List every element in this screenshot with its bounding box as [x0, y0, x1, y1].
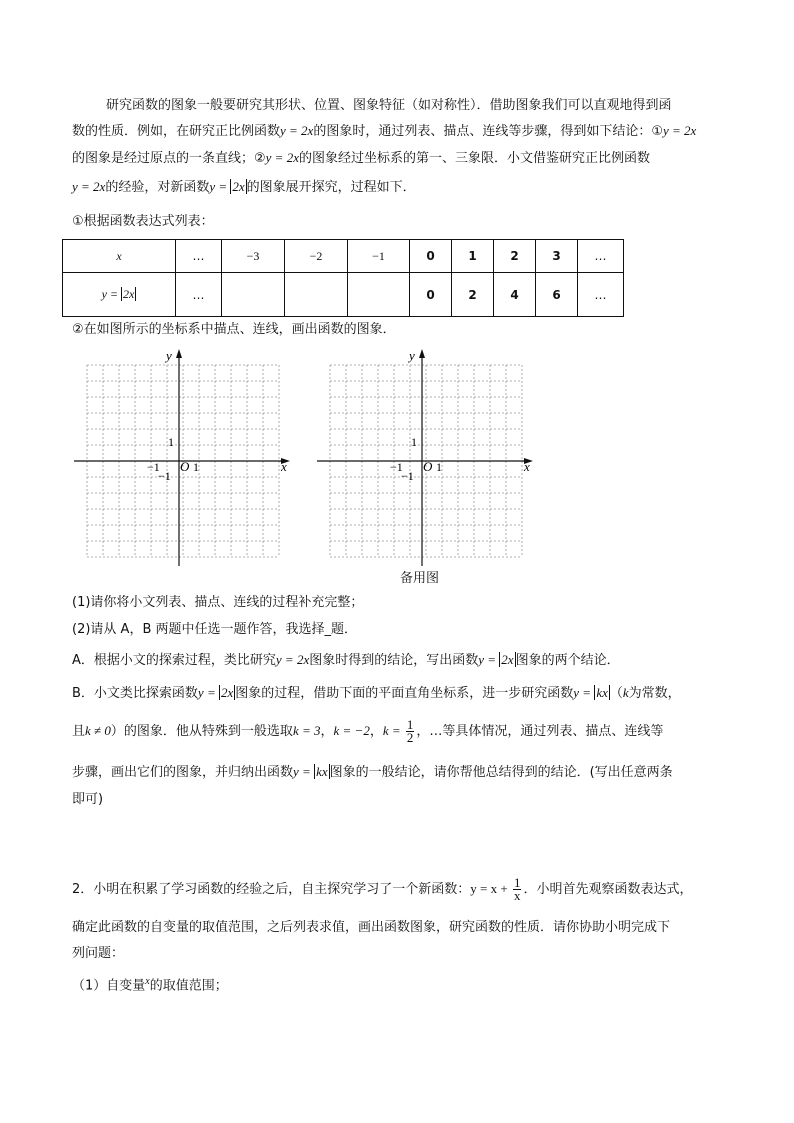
table-cell: … — [176, 240, 222, 273]
tick-label-x-neg1: −1 — [390, 460, 403, 474]
abs-2x: 2x — [232, 179, 245, 194]
tick-label-x-neg1: −1 — [147, 460, 160, 474]
x-axis-label: x — [524, 459, 530, 474]
fraction-one-over-x: $\frac{1}{x}$ — [513, 875, 521, 903]
option-b-line-1: B．小文类比探索函数y = 2x 图象的过程，借助下面的平面直角坐标系，进一步研究函数y = kx （k为常数， — [72, 685, 681, 701]
table-cell: −3 — [222, 240, 285, 273]
tick-label-y-neg1: −1 — [401, 469, 414, 483]
intro-line-2: 数的性质．例如，在研究正比例函数y = 2x的图象时，通过列表、描点、连线等步骤，得到如下结论：①y = 2x — [72, 123, 697, 139]
tick-label-x-1: 1 — [436, 460, 442, 474]
problem-2-line-2: 确定此函数的自变量的取值范围，之后列表求值，画出函数图象，研究函数的性质．请你协助小明完成下 — [72, 920, 671, 935]
table-cell: −1 — [348, 240, 410, 273]
table-cell: 0 — [410, 273, 452, 317]
eq-y-2x: y = 2x — [265, 150, 299, 165]
option-b-line-4: 即可) — [72, 792, 104, 807]
intro-line-3: 的图象是经过原点的一条直线；②y = 2x的图象经过坐标系的第一、三象限．小文借鉴研究正比例函数 — [72, 150, 650, 166]
table-row — [63, 273, 624, 317]
intro-line-1: 研究函数的图象一般要研究其形状、位置、图象特征（如对称性）．借助图象我们可以直观地得到函 — [106, 98, 672, 113]
backup-caption: 备用图 — [400, 571, 440, 586]
eq-y-eq: y = — [209, 179, 231, 194]
table-cell-blank[interactable] — [285, 273, 348, 317]
fraction-one-half: $\frac{1}{2}$ — [406, 717, 414, 745]
table-cell: 6 — [536, 273, 578, 317]
table-cell-blank[interactable] — [348, 273, 410, 317]
option-a: A．根据小文的探索过程，类比研究y = 2x图象时得到的结论，写出函数y = 2x 图象的两个结论． — [72, 652, 620, 668]
origin-label: O — [180, 459, 190, 474]
table-cell: −2 — [285, 240, 348, 273]
value-table — [62, 239, 624, 317]
table-cell-blank[interactable] — [222, 273, 285, 317]
y-axis-arrow-icon — [419, 349, 425, 358]
eq-y-2x: y = 2x — [662, 123, 697, 138]
y-axis-label: y — [166, 348, 172, 363]
option-b-line-3: 步骤，画出它们的图象，并归纳出函数y = kx 图象的一般结论，请你帮他总结得到的结论．(写出任意两条 — [72, 764, 673, 780]
table-cell: 0 — [410, 240, 452, 273]
question-2: (2)请从 A，B 两题中任选一题作答，我选择_题． — [72, 622, 357, 637]
table-cell: 4 — [494, 273, 536, 317]
table-cell: … — [578, 240, 624, 273]
table-cell: 1 — [452, 240, 494, 273]
problem-2-question-1: （1）自变量$^x$的取值范围； — [72, 976, 228, 994]
table-cell: 3 — [536, 240, 578, 273]
eq-y-2x: y = 2x — [280, 123, 314, 138]
y-axis-arrow-icon — [176, 349, 182, 358]
x-axis-label: x — [281, 459, 287, 474]
problem-2-line-3: 列问题： — [72, 946, 125, 961]
table-cell: 2 — [452, 273, 494, 317]
table-cell: … — [578, 273, 624, 317]
question-1: (1)请你将小文列表、描点、连线的过程补充完整； — [72, 595, 364, 610]
table-cell: … — [176, 273, 222, 317]
table-row — [63, 240, 624, 273]
tick-label-y-1: 1 — [168, 435, 174, 449]
tick-label-x-1: 1 — [193, 460, 199, 474]
y-axis-label: y — [409, 348, 415, 363]
eq-y-2x: y = 2x — [72, 179, 106, 194]
origin-label: O — [423, 459, 433, 474]
grid-svg — [313, 343, 538, 568]
step-1-label: ①根据函数表达式列表： — [72, 214, 214, 229]
table-header-x: x — [63, 240, 176, 273]
coordinate-grid-backup — [313, 343, 538, 568]
tick-label-y-1: 1 — [411, 435, 417, 449]
table-cell: 2 — [494, 240, 536, 273]
tick-label-y-neg1: −1 — [158, 469, 171, 483]
grid-svg — [70, 343, 295, 568]
table-header-y: y = 2x — [63, 273, 176, 317]
step-2-label: ②在如图所示的坐标系中描点、连线，画出函数的图象． — [72, 322, 396, 337]
problem-2-line-1: 2．小明在积累了学习函数的经验之后，自主探究学习了一个新函数：y = x + $\frac{1}{x}$ ．小明首先观察函数表达式， — [72, 875, 693, 903]
coordinate-grid-main — [70, 343, 295, 568]
intro-line-4: y = 2x的经验，对新函数y = 2x 的图象展开探究，过程如下． — [72, 179, 416, 195]
option-b-line-2: 且k ≠ 0）的图象．他从特殊到一般选取k = 3，k = −2，k = $\frac{1}{2}$ ，…等具体情况，通过列表、描点、连线等 — [72, 717, 664, 745]
